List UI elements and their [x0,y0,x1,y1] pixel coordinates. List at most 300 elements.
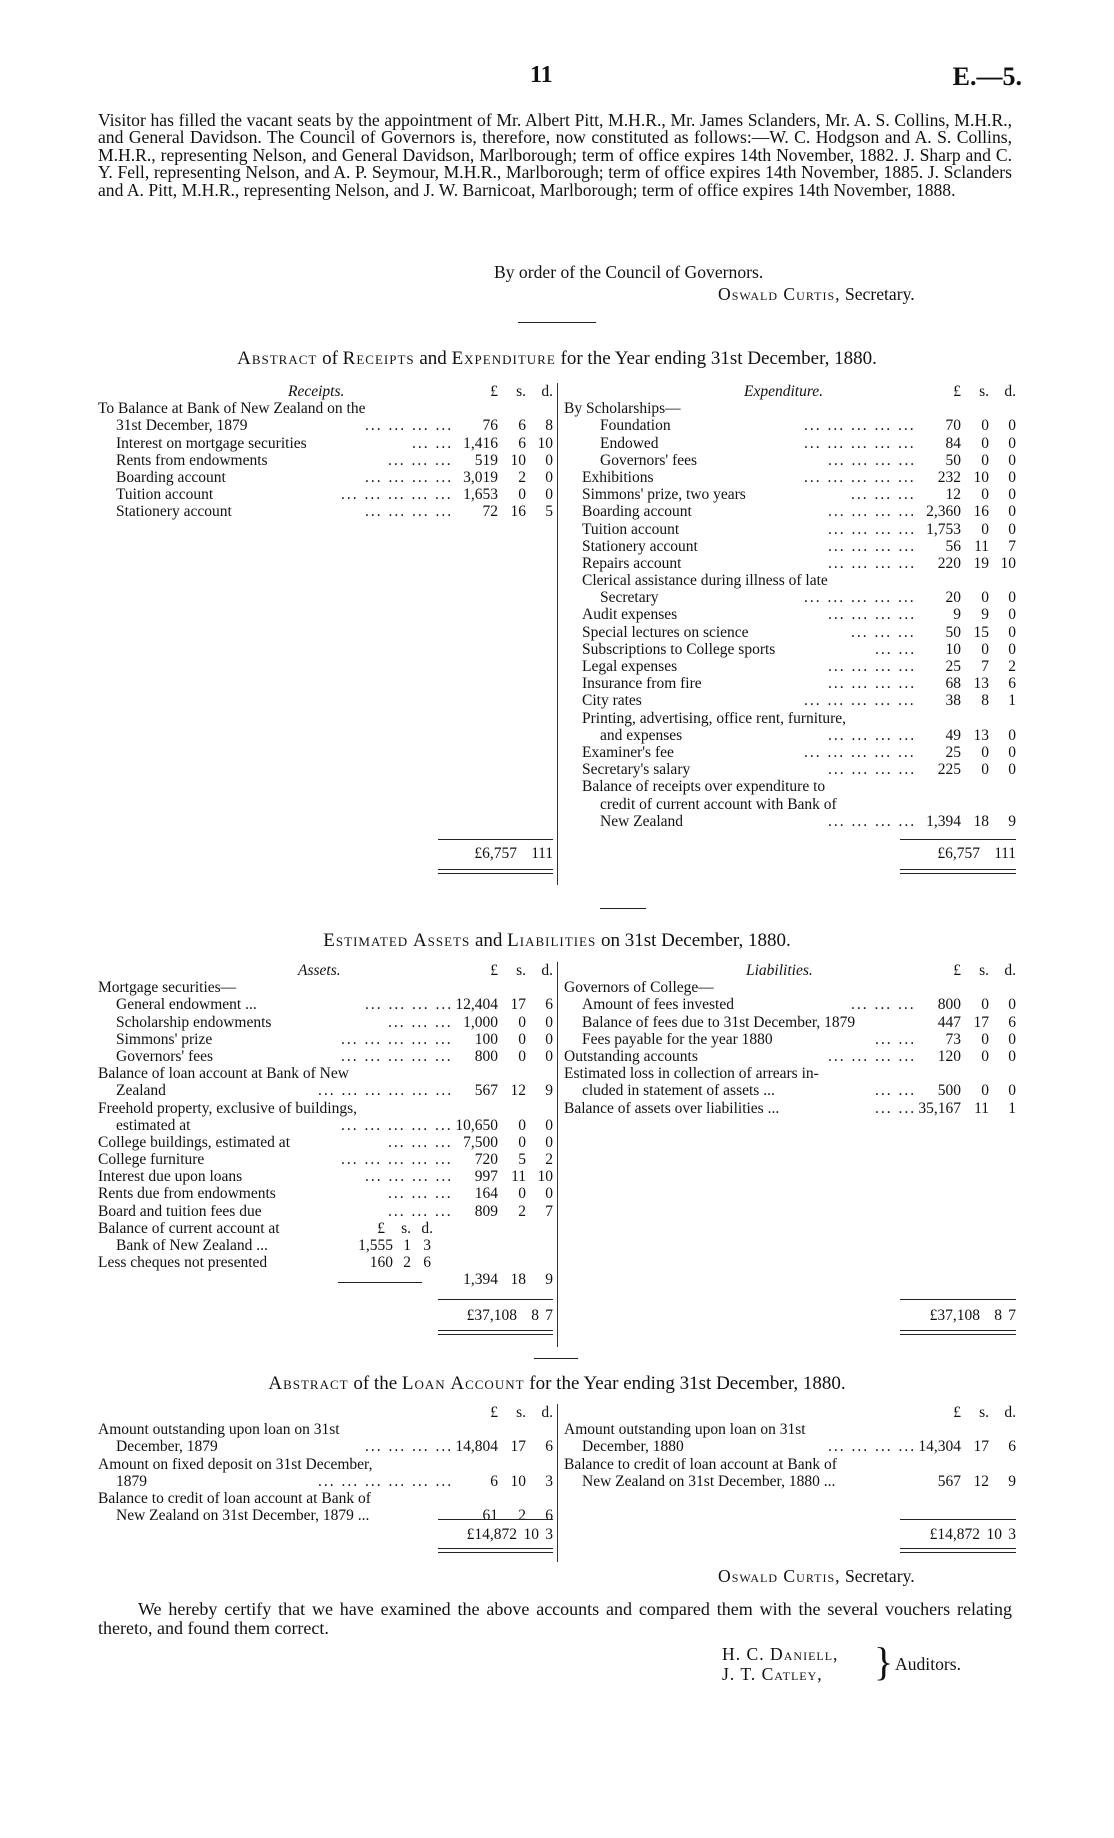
title-word: Liabilities [507,930,597,951]
liabilities-sum-rule [900,1299,1016,1300]
ledger-pence: 0 [1008,726,1016,744]
ledger-pence: 6 [1008,1013,1016,1031]
leader-dots: ... ... ... [851,486,916,504]
ledger-pounds: 6 [490,1472,498,1490]
ledger-row [98,979,553,996]
ledger-label: cluded in statement of assets ... [582,1082,775,1100]
ledger-row [98,469,553,486]
ledger-pence: 0 [1008,1047,1016,1065]
ledger-pounds: 72 [482,503,498,521]
ledger-label: New Zealand on 31st December, 1879 ... [116,1507,370,1525]
closing-secretary-signature [718,1566,915,1587]
leader-dots: ... ... ... ... ... [804,692,916,710]
leader-dots: ... ... ... ... [828,503,917,521]
ledger-label: New Zealand on 31st December, 1880 ... [582,1472,836,1490]
ledger-label: Interest due upon loans [98,1168,243,1186]
ledger-label: 31st December, 1879 [116,417,248,435]
total-shillings: 10 [986,1526,1002,1543]
ledger-row [98,1185,553,1202]
total-pounds: £37,108 [466,1307,517,1324]
ledger-shillings: 6 [518,417,526,435]
ledger-shillings: 0 [518,1047,526,1065]
ledger-label: Tuition account [582,520,680,538]
ledger-row [564,796,1016,813]
ledger-row [564,503,1016,520]
leader-dots: ... ... ... ... ... [804,589,916,607]
ledger-pence: 7 [545,1202,553,1220]
loan-right-double-rule [900,1548,1016,1553]
leader-dots: ... ... [412,434,454,452]
loan-left-total [410,1526,553,1543]
leader-dots: ... ... ... ... ... [341,1116,453,1134]
total-pence: 3 [545,1526,553,1543]
section-divider [518,322,596,323]
ledger-pounds: 1,000 [463,1013,498,1031]
title-word: Loan Account [401,1373,525,1394]
ledger-label: Secretary [600,589,659,607]
ledger-pounds: 12 [945,486,961,504]
ledger-row [98,1031,553,1048]
ledger-pence: 0 [1008,417,1016,435]
auditor-2: J. T. Catley, [722,1664,823,1684]
ledger-pounds: 10 [945,640,961,658]
liabilities-double-rule [900,1330,1016,1335]
ledger-row [564,606,1016,623]
title-word: Abstract [237,348,318,369]
ledger-shillings: 7 [981,658,989,675]
ledger-pounds: 35,167 [918,1099,961,1117]
ledger-label: Interest on mortgage securities [116,434,307,452]
ledger-pence: 0 [1008,1082,1016,1100]
ledger-pounds: 2,360 [926,503,961,521]
ledger-pence: 6 [545,996,553,1014]
col-pounds: £ [490,962,498,979]
expenditure-table [564,383,1016,830]
ledger-label: Stationery account [582,537,698,555]
receipts-rows [98,400,553,520]
col-shillings: s. [979,1404,989,1421]
col-pence: d. [1004,1404,1016,1421]
col-pounds: £ [490,383,498,400]
ledger-pounds: 997 [474,1168,498,1186]
ledger-row [98,1421,553,1438]
ledger-row [564,589,1016,606]
ledger-label: Board and tuition fees due [98,1202,262,1220]
leader-dots: ... ... ... [388,1185,453,1203]
ledger-pounds: 70 [945,417,961,435]
total-pounds: £6,757 [474,845,517,862]
ledger-label: Amount outstanding upon loan on 31st [564,1421,806,1439]
ledger-pence: 0 [545,468,553,486]
ledger-pounds: 73 [945,1030,961,1048]
leader-dots: ... ... ... ... ... [804,743,916,761]
col-shillings: s. [516,1404,526,1421]
ledger-row [98,996,553,1013]
ledger-row [564,813,1016,830]
section-divider [534,1358,578,1359]
ledger-row [564,538,1016,555]
ledger-row [564,1048,1016,1065]
secretary-title: Secretary. [844,1566,915,1586]
secretary-signature [718,284,915,305]
ledger-row [98,1203,553,1220]
ledger-pounds: 12,404 [455,996,498,1014]
ledger-pounds: 225 [937,761,961,779]
loan-left-rows [98,1421,553,1524]
leader-dots: ... ... ... ... [828,606,917,624]
ledger-pounds: 720 [474,1151,498,1169]
expenditure-double-rule [900,869,1016,874]
less-cheques-row [98,1254,553,1271]
ledger-label: College buildings, estimated at [98,1133,290,1151]
ledger-label: New Zealand [600,812,684,830]
ledger-pounds: 84 [945,434,961,452]
ledger-label: Repairs account [582,554,682,572]
col-shillings: s. [979,962,989,979]
ledger-pence: 1 [1008,692,1016,710]
column-divider [557,1404,558,1562]
ledger-row [564,692,1016,709]
ledger-pounds: 20 [945,589,961,607]
ledger-row [98,1134,553,1151]
ledger-shillings: 9 [981,606,989,624]
leader-dots: ... ... ... ... ... ... [318,1082,454,1100]
ledger-shillings: 8 [981,692,989,710]
ledger-shillings: 10 [973,468,989,486]
leader-dots: ... ... ... ... [828,554,917,572]
ledger-pounds: 232 [937,468,961,486]
ledger-label: Boarding account [582,503,692,521]
bank-label: Bank of New Zealand ... [116,1237,268,1254]
leader-dots: ... ... ... ... ... [341,486,453,504]
ledger-shillings: 0 [981,761,989,779]
leader-dots: ... ... [875,1082,917,1100]
ledger-shillings: 0 [981,1030,989,1048]
leader-dots: ... ... ... ... ... [804,468,916,486]
ledger-shillings: 17 [973,1438,989,1456]
ledger-pence: 0 [1008,743,1016,761]
ledger-shillings: 12 [510,1082,526,1100]
ledger-pounds: 220 [937,554,961,572]
ledger-pence: 6 [545,1507,553,1525]
leader-dots: ... ... ... ... [828,1047,917,1065]
col-pounds: £ [953,383,961,400]
liabilities-heading: Liabilities. [746,962,813,979]
ledger-label: Zealand [116,1082,166,1100]
ledger-pence: 1 [1008,1099,1016,1117]
receipts-table [98,383,553,521]
ledger-pence: 5 [545,503,553,521]
ledger-label: Balance to credit of loan account at Bank of [564,1455,837,1473]
ledger-shillings: 10 [510,451,526,469]
ledger-label: Mortgage securities— [98,979,237,997]
ledger-row [564,1421,1016,1438]
sub-col-pounds: £ [377,1219,385,1237]
ledger-pounds: 1,416 [463,434,498,452]
ledger-shillings: 18 [973,812,989,830]
leader-dots: ... ... ... ... [365,503,454,521]
ledger-pence: 0 [1008,606,1016,624]
title-word: of the [353,1373,398,1394]
title-word: on 31st December, 1880. [600,930,791,951]
ledger-pounds: 3,019 [463,468,498,486]
leader-dots: ... ... ... ... [828,520,917,538]
col-pounds: £ [953,962,961,979]
ledger-label: Examiner's fee [582,743,674,761]
ledger-row [564,744,1016,761]
ledger-pounds: 38 [945,692,961,710]
ledger-pence: 0 [1008,623,1016,641]
ledger-pence: 0 [545,1133,553,1151]
ledger-pounds: 68 [945,675,961,693]
ledger-shillings: 0 [518,1013,526,1031]
ledger-row [564,624,1016,641]
ledger-pounds: 25 [945,743,961,761]
ledger-pence: 10 [1000,554,1016,572]
ledger-row [564,555,1016,572]
subtotal-rule [338,1282,422,1283]
less-cheques-label: Less cheques not presented [98,1254,268,1272]
ledger-pence: 2 [545,1151,553,1169]
leader-dots: ... ... ... ... [365,1168,454,1186]
current-account-label: Balance of current account at [98,1219,280,1237]
assets-table [98,962,553,1289]
ledger-pence: 7 [1008,537,1016,555]
ledger-row [564,1438,1016,1455]
ledger-shillings: 11 [974,1099,989,1117]
ledger-pounds: 14,804 [455,1438,498,1456]
title-word: Abstract [268,1373,349,1394]
column-divider [557,383,558,885]
ledger-shillings: 0 [981,417,989,435]
ledger-row [98,1456,553,1473]
ledger-shillings: 0 [981,996,989,1014]
receipts-heading: Receipts. [288,383,345,400]
leader-dots: ... ... ... ... [828,451,917,469]
auditor-1: H. C. Daniell, [722,1644,839,1664]
leader-dots: ... ... ... [851,996,916,1014]
ledger-shillings: 0 [518,1030,526,1048]
ledger-label: and expenses [600,726,683,744]
ledger-label: Fees payable for the year 1880 [582,1030,773,1048]
loan-left-table [98,1404,553,1524]
ledger-pounds: 61 [482,1507,498,1525]
total-pounds: £14,872 [929,1526,980,1543]
ledger-row [564,1065,1016,1082]
col-shillings: s. [516,383,526,400]
liabilities-total [870,1307,1016,1324]
ledger-label: Insurance from fire [582,675,702,693]
leader-dots: ... ... ... ... [828,812,917,830]
ledger-pounds: 56 [945,537,961,555]
ledger-label: Scholarship endowments [116,1013,272,1031]
ledger-pence: 10 [537,434,553,452]
ledger-pence: 0 [545,486,553,504]
ledger-pounds: 519 [474,451,498,469]
ledger-row [98,1065,553,1082]
current-account-row [98,1220,553,1237]
ledger-pence: 3 [545,1472,553,1490]
ledger-pence: 0 [1008,520,1016,538]
leader-dots: ... ... [875,1030,917,1048]
col-pence: d. [541,962,553,979]
loan-right-rows [564,1421,1016,1490]
total-pence: 7 [1008,1307,1016,1324]
ledger-pounds: 7,500 [463,1133,498,1151]
title-word: Receipts [342,348,415,369]
leader-dots: ... ... [875,1099,917,1117]
ledger-pounds: 9 [953,606,961,624]
leader-dots: ... ... ... ... [828,761,917,779]
bank-shillings: 1 [403,1237,411,1254]
ledger-shillings: 2 [518,468,526,486]
ledger-label: Clerical assistance during illness of late [582,572,828,590]
expenditure-header-row [564,383,1016,400]
title-word: and [419,348,447,369]
ledger-row [98,400,553,417]
ledger-pence: 9 [545,1082,553,1100]
ledger-shillings: 2 [518,1202,526,1220]
ledger-shillings: 15 [973,623,989,641]
leader-dots: ... ... ... [388,1133,453,1151]
ledger-shillings: 10 [510,1472,526,1490]
col-pounds: £ [490,1404,498,1421]
secretary-name: Oswald Curtis, [718,284,841,304]
title-word: for the Year ending 31st December, 1880. [560,348,877,369]
leader-dots: ... ... ... ... [365,417,454,435]
ledger-pence: 9 [1008,1472,1016,1490]
audit-certificate: We hereby certify that we have examined the above accounts and compared them with the several vouchers relating thereto, and found them correct. [98,1599,1012,1638]
leader-dots: ... ... ... ... [828,658,917,675]
ledger-row [564,727,1016,744]
ledger-row [98,452,553,469]
ledger-label: Secretary's salary [582,761,691,779]
expenditure-heading: Expenditure. [744,383,824,400]
ledger-label: Balance of loan account at Bank of New [98,1065,349,1083]
result-pence: 9 [545,1271,553,1289]
ledger-pence: 0 [1008,434,1016,452]
ledger-pounds: 500 [937,1082,961,1100]
leader-dots: ... ... ... ... ... [341,1030,453,1048]
receipts-total [420,845,553,862]
title-word: of [322,348,338,369]
ledger-pence: 0 [545,451,553,469]
cheques-pounds: 160 [369,1254,393,1272]
page-number: 11 [530,62,553,88]
sub-col-pence: d. [421,1219,433,1237]
ledger-shillings: 0 [981,589,989,607]
ledger-row [564,1456,1016,1473]
ledger-pence: 0 [1008,640,1016,658]
total-pence: 11 [1001,845,1016,862]
ledger-row [98,1082,553,1099]
ledger-label: Endowed [600,434,659,452]
ledger-pounds: 1,653 [463,486,498,504]
ledger-shillings: 16 [973,503,989,521]
ledger-row [564,486,1016,503]
auditors-label: Auditors. [895,1654,961,1674]
ledger-shillings: 0 [981,743,989,761]
title-word: Assets [412,930,471,951]
ledger-shillings: 11 [974,537,989,555]
total-shillings: 10 [523,1526,539,1543]
ledger-row [98,1100,553,1117]
ledger-label: December, 1880 [582,1438,684,1456]
total-pounds: £6,757 [937,845,980,862]
leader-dots: ... ... [875,640,917,658]
ledger-label: Balance of assets over liabilities ... [564,1099,780,1117]
total-shillings: 1 [994,845,1002,862]
title-word: for the Year ending 31st December, 1880. [529,1373,846,1394]
ledger-label: credit of current account with Bank of [600,795,837,813]
total-pounds: £37,108 [929,1307,980,1324]
ledger-label: Subscriptions to College sports [582,640,776,658]
leader-dots: ... ... ... [388,1013,453,1031]
ledger-pounds: 164 [474,1185,498,1203]
ledger-row [98,1048,553,1065]
ledger-label: Amount on fixed deposit on 31st December, [98,1455,373,1473]
ledger-pence: 0 [1008,486,1016,504]
ledger-row [564,469,1016,486]
ledger-label: Governors of College— [564,979,714,997]
ledger-pence: 0 [545,1116,553,1134]
bank-pence: 3 [423,1237,431,1254]
ledger-label: Boarding account [116,468,226,486]
title-word: Estimated [323,930,409,951]
result-pounds: 1,394 [463,1271,498,1289]
ledger-label: Amount outstanding upon loan on 31st [98,1421,340,1439]
ledger-label: Governors' fees [116,1047,214,1065]
loan-right-total [870,1526,1016,1543]
leader-dots: ... ... ... ... ... [341,1047,453,1065]
ledger-row [564,1014,1016,1031]
ledger-pence: 0 [545,1013,553,1031]
ledger-label: Balance of fees due to 31st December, 1879 [582,1013,856,1031]
ledger-label: Simmons' prize [116,1030,213,1048]
secretary-name: Oswald Curtis, [718,1566,841,1586]
title-word: and [474,930,503,951]
ledger-row [564,761,1016,778]
title-word: Expenditure [451,348,556,369]
col-shillings: s. [979,383,989,400]
total-pounds: £14,872 [466,1526,517,1543]
ledger-label: 1879 [116,1472,147,1490]
ledger-label: Rents due from endowments [98,1185,276,1203]
current-account-result-row [98,1271,553,1288]
ledger-pounds: 800 [937,996,961,1014]
col-pounds: £ [953,1404,961,1421]
ledger-pounds: 50 [945,623,961,641]
ledger-shillings: 19 [973,554,989,572]
loan-right-table [564,1404,1016,1490]
ledger-pence: 0 [545,1185,553,1203]
secretary-title: Secretary. [844,284,915,304]
receipts-expenditure-title [0,348,1114,370]
column-divider [557,962,558,1347]
ledger-label: Stationery account [116,503,232,521]
ledger-row [98,503,553,520]
sub-col-shillings: s. [401,1219,411,1237]
ledger-label: By Scholarships— [564,400,681,418]
ledger-pence: 2 [1008,658,1016,675]
liabilities-table [564,962,1016,1117]
ledger-pence: 6 [545,1438,553,1456]
ledger-label: Balance to credit of loan account at Bank of [98,1489,371,1507]
ledger-pounds: 809 [474,1202,498,1220]
total-shillings: 8 [994,1307,1002,1324]
ledger-row [98,435,553,452]
total-pence: 11 [538,845,553,862]
